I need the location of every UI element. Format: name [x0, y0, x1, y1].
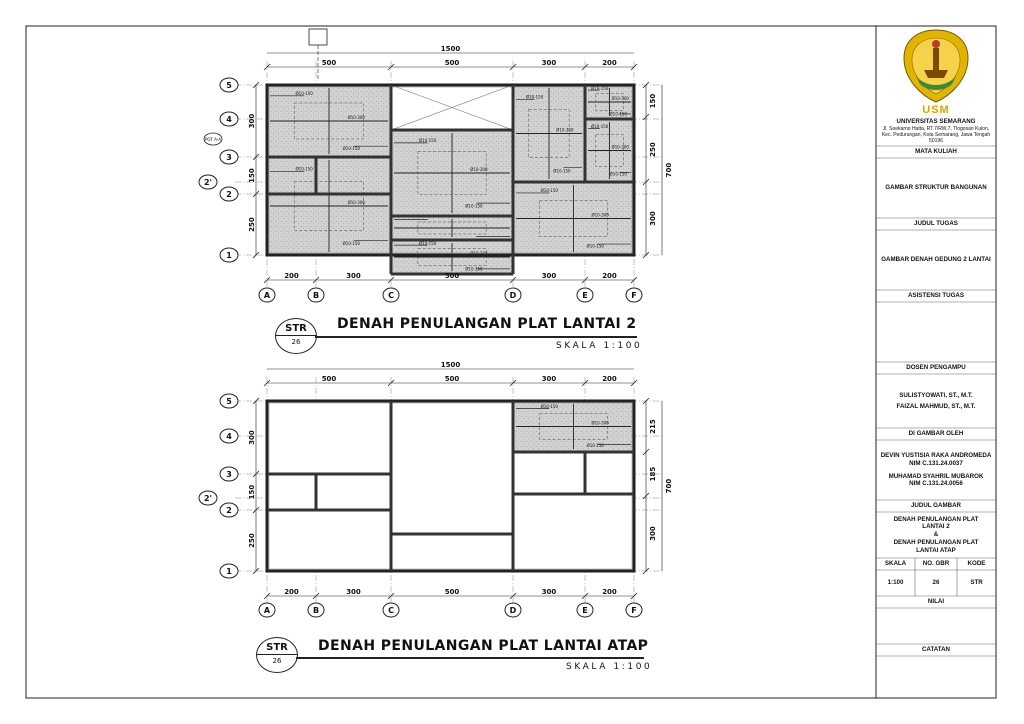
- rebar-label-b: Ø10-300: [347, 115, 365, 120]
- rebar-label-a: Ø10-150: [295, 166, 313, 172]
- north-marker: [309, 29, 327, 45]
- plan2-scale: SKALA 1:100: [566, 662, 653, 672]
- dim-right-1: 250: [649, 142, 657, 157]
- dim-bottom-0: 200: [284, 272, 299, 280]
- rebar-label-a: Ø10-150: [540, 404, 558, 410]
- row-label-2: 3: [226, 153, 232, 162]
- dosen-1: SULISTYOWATI, ST., M.T.: [899, 391, 973, 399]
- col-label-B: B: [312, 291, 320, 300]
- dim-overall: 1500: [440, 45, 461, 53]
- rebar-label-b: Ø10-300: [591, 420, 609, 426]
- no-gbr-label: NO. GBR: [922, 560, 950, 568]
- asistensi-label: ASISTENSI TUGAS: [907, 292, 965, 300]
- student-1-name: DEVIN YUSTISIA RAKA ANDROMEDA: [880, 452, 992, 459]
- skala-value: 1:100: [887, 579, 904, 587]
- judul-gambar-amp: &: [933, 531, 939, 539]
- plan1-badge-no: 26: [291, 338, 301, 346]
- row-label-0: 5: [226, 397, 232, 406]
- plan1-badge-code: STR: [276, 323, 316, 336]
- mata-kuliah-value: GAMBAR STRUKTUR BANGUNAN: [885, 184, 987, 192]
- plan1-title: DENAH PENULANGAN PLAT LANTAI 2: [337, 316, 637, 332]
- rebar-label-b: Ø10-300: [611, 96, 629, 101]
- rebar-label-a: Ø10-150: [418, 138, 437, 144]
- dim-top-1: 500: [444, 59, 460, 67]
- judul-gambar-1: DENAH PENULANGAN PLAT LANTAI 2: [893, 515, 979, 531]
- judul-tugas-value: GAMBAR DENAH GEDUNG 2 LANTAI: [881, 256, 991, 264]
- col-label-D: D: [509, 291, 517, 300]
- plan2-title-underline: [296, 657, 644, 659]
- row-label-5: 1: [226, 251, 232, 260]
- dim-right-2: 300: [649, 211, 657, 226]
- rebar-label-a2: Ø10-150: [586, 442, 604, 448]
- plan2-title: DENAH PENULANGAN PLAT LANTAI ATAP: [318, 638, 649, 654]
- rebar-label-a: Ø10-150: [540, 188, 558, 194]
- row-label-3: 2': [203, 178, 213, 187]
- slab-panel-9: [513, 494, 634, 571]
- plan1-title-underline: [315, 336, 637, 338]
- student-2-name: MUHAMAD SYAHRIL MUBAROK: [888, 472, 984, 480]
- rebar-label-a: Ø10-150: [525, 94, 544, 100]
- row-label-5: 1: [226, 567, 232, 576]
- dim-right-0: 150: [649, 93, 657, 109]
- mata-kuliah-label: MATA KULIAH: [915, 148, 957, 156]
- row-label-4: 2: [226, 190, 232, 199]
- col-label-C: C: [388, 606, 394, 615]
- slab-panel-2: [316, 474, 391, 510]
- dim-bottom-2: 500: [444, 588, 460, 596]
- dim-bottom-1: 300: [346, 588, 361, 596]
- rebar-label-b: Ø10-300: [556, 127, 574, 133]
- kode-label: KODE: [967, 560, 986, 568]
- rebar-label-a2: Ø10-150: [342, 145, 360, 151]
- dim-bottom-3: 300: [541, 272, 557, 280]
- rebar-label-a: Ø10-150: [418, 240, 437, 246]
- dosen-label: DOSEN PENGAMPU: [906, 364, 966, 372]
- section-tag: POT A-A: [204, 137, 222, 142]
- rebar-label-b: Ø10-300: [470, 167, 488, 172]
- dim-overall: 1500: [440, 361, 461, 369]
- judul-gambar-label: JUDUL GAMBAR: [910, 502, 962, 510]
- dim-bottom-0: 200: [284, 588, 299, 596]
- dim-bottom-4: 200: [602, 272, 617, 280]
- rebar-label-b: Ø10-300: [591, 212, 609, 218]
- row-label-1: 4: [226, 115, 232, 124]
- plan1-scale: SKALA 1:100: [556, 341, 643, 351]
- col-label-A: A: [263, 291, 271, 300]
- col-label-C: C: [388, 291, 394, 300]
- logo-text: USM: [922, 104, 950, 117]
- row-label-2: 3: [226, 470, 232, 479]
- rebar-label-a2: Ø10-150: [553, 168, 571, 174]
- slab-panel-1: [267, 474, 316, 510]
- dim-top-2: 300: [541, 59, 557, 67]
- col-label-E: E: [582, 291, 588, 300]
- university-name: UNIVERSITAS SEMARANG: [896, 118, 976, 126]
- rebar-label-a: Ø10-150: [591, 123, 609, 129]
- dim-left-1: 150: [248, 168, 256, 183]
- digambar-label: DI GAMBAR OLEH: [908, 430, 964, 438]
- slab-panel-0: [267, 401, 391, 474]
- row-label-4: 2: [226, 506, 232, 515]
- rebar-label-b: Ø10-300: [347, 200, 365, 205]
- dim-bottom-2: 500: [444, 272, 460, 280]
- dim-left-2: 250: [248, 533, 256, 548]
- dim-bottom-4: 200: [602, 588, 617, 596]
- dim-bottom-3: 300: [541, 588, 557, 596]
- dim-top-3: 200: [602, 375, 617, 383]
- dim-right-total: 700: [665, 478, 673, 494]
- row-label-3: 2': [203, 494, 213, 503]
- rebar-label-a: Ø10-150: [591, 85, 609, 91]
- dim-right-total: 700: [665, 162, 673, 178]
- dim-top-3: 200: [602, 59, 617, 67]
- dim-bottom-1: 300: [346, 272, 361, 280]
- col-label-A: A: [263, 606, 271, 615]
- row-label-1: 4: [226, 432, 232, 441]
- dim-top-0: 500: [321, 59, 337, 67]
- plan2-badge-no: 26: [272, 657, 282, 665]
- skala-label: SKALA: [884, 560, 907, 568]
- rebar-label-a2: Ø10-150: [465, 266, 483, 272]
- slab-panel-3: [267, 510, 391, 571]
- judul-gambar-2: DENAH PENULANGAN PLAT LANTAI ATAP: [893, 538, 979, 554]
- col-label-E: E: [582, 606, 588, 615]
- student-1-nim: NIM C.131.24.0037: [909, 459, 963, 467]
- dim-left-0: 300: [248, 430, 256, 445]
- rebar-label-a2: Ø10-150: [342, 241, 360, 247]
- dim-left-2: 250: [248, 217, 256, 232]
- plan-lantai-2: [199, 29, 673, 302]
- rebar-label-a2: Ø10-150: [609, 171, 627, 177]
- col-label-F: F: [631, 291, 637, 300]
- title-block: [876, 26, 996, 698]
- rebar-label-a2: Ø10-150: [609, 111, 627, 117]
- dim-left-1: 150: [248, 484, 256, 500]
- dosen-2: FAIZAL MAHMUD, ST., M.T.: [896, 402, 976, 410]
- slab-panel-7: [513, 452, 585, 494]
- rebar-label-a2: Ø10-150: [465, 203, 483, 209]
- university-address: Jl. Soekarno Hatta, RT.7/RW.7, Tlogosari Kulon, Kec. Pedurungan, Kota Semarang, Jawa Tengah 50196: [881, 125, 991, 145]
- slab-panel-5: [391, 534, 513, 571]
- rebar-label-a2: Ø10-150: [586, 243, 604, 249]
- rebar-label-a: Ø10-150: [295, 91, 313, 97]
- plan2-badge-code: STR: [257, 642, 297, 655]
- col-label-F: F: [631, 606, 637, 615]
- rebar-label-b: Ø10-300: [470, 251, 488, 256]
- catatan-label: CATATAN: [921, 646, 951, 654]
- student-2-nim: NIM C.131.24.0056: [909, 480, 963, 488]
- rebar-label-b: Ø10-300: [611, 144, 629, 150]
- col-label-D: D: [509, 606, 517, 615]
- col-label-B: B: [312, 606, 320, 615]
- nilai-label: NILAI: [927, 598, 945, 606]
- dim-right-0: 215: [649, 419, 657, 434]
- slab-panel-4: [391, 401, 513, 534]
- judul-tugas-label: JUDUL TUGAS: [914, 220, 958, 228]
- slab-panel-8: [585, 452, 634, 494]
- plan1-badge: [275, 318, 317, 354]
- kode-value: STR: [970, 579, 983, 587]
- dim-top-2: 300: [541, 375, 557, 383]
- row-label-0: 5: [226, 81, 232, 90]
- plan-lantai-atap: [199, 361, 673, 617]
- dim-right-2: 300: [649, 526, 657, 541]
- plan2-badge: [256, 637, 298, 673]
- dim-top-0: 500: [321, 375, 337, 383]
- dim-top-1: 500: [444, 375, 460, 383]
- dim-left-0: 300: [248, 113, 256, 129]
- dim-right-1: 185: [649, 466, 657, 482]
- no-gbr-value: 26: [932, 579, 940, 587]
